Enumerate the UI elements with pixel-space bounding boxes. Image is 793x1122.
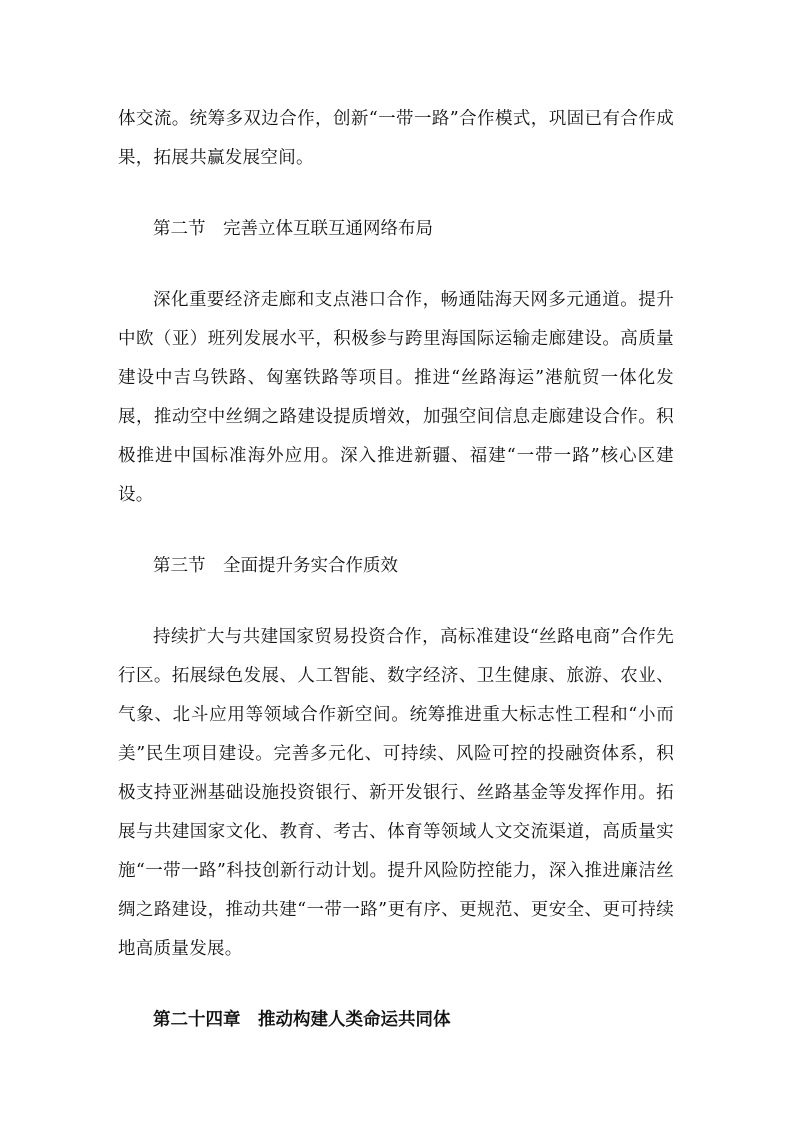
spacer — [118, 586, 674, 618]
chapter-heading-24: 第二十四章 推动构建人类命运共同体 — [153, 1010, 451, 1030]
section-heading-3: 第三节 全面提升务实合作质效 — [153, 556, 398, 576]
paragraph-connectivity: 深化重要经济走廊和支点港口合作，畅通陆海天网多元通道。提升中欧（亚）班列发展水平，积极参与跨里海国际运输走廊建设。高质量建设中吉乌铁路、匈塞铁路等项目。推进“丝路海运”港航贸一体化发展，推动空中丝绸之路建设提质增效，加强空间信息走廊建设合作。积极推进中国标准海外应用。深入推进新疆、福建“一带一路”核心区建设。 — [118, 290, 674, 505]
section-heading-2: 第二节 完善立体互联互通网络布局 — [153, 219, 433, 239]
paragraph-cooperation: 持续扩大与共建国家贸易投资合作，高标准建设“丝路电商”合作先行区。拓展绿色发展、人工智能、数字经济、卫生健康、旅游、农业、气象、北斗应用等领域合作新空间。统筹推进重大标志性工程和“小而美”民生项目建设。完善多元化、可持续、风险可控的投融资体系，积极支持亚洲基础设施投资银行、新开发银行、丝路基金等发挥作用。拓展与共建国家文化、教育、考古、体育等领域人文交流渠道，高质量实施“一带一路”科技创新行动计划。提升风险防控能力，深入推进廉洁丝绸之路建设，推动共建“一带一路”更有序、更规范、更安全、更可持续地高质量发展。 — [118, 627, 674, 959]
spacer — [118, 969, 674, 1001]
spacer — [118, 249, 674, 281]
document-body — [118, 100, 674, 1040]
paragraph-continuation: 体交流。统筹多双边合作，创新“一带一路”合作模式，巩固已有合作成果，拓展共赢发展空间。 — [118, 109, 674, 168]
spacer — [118, 178, 674, 210]
spacer — [118, 515, 674, 547]
